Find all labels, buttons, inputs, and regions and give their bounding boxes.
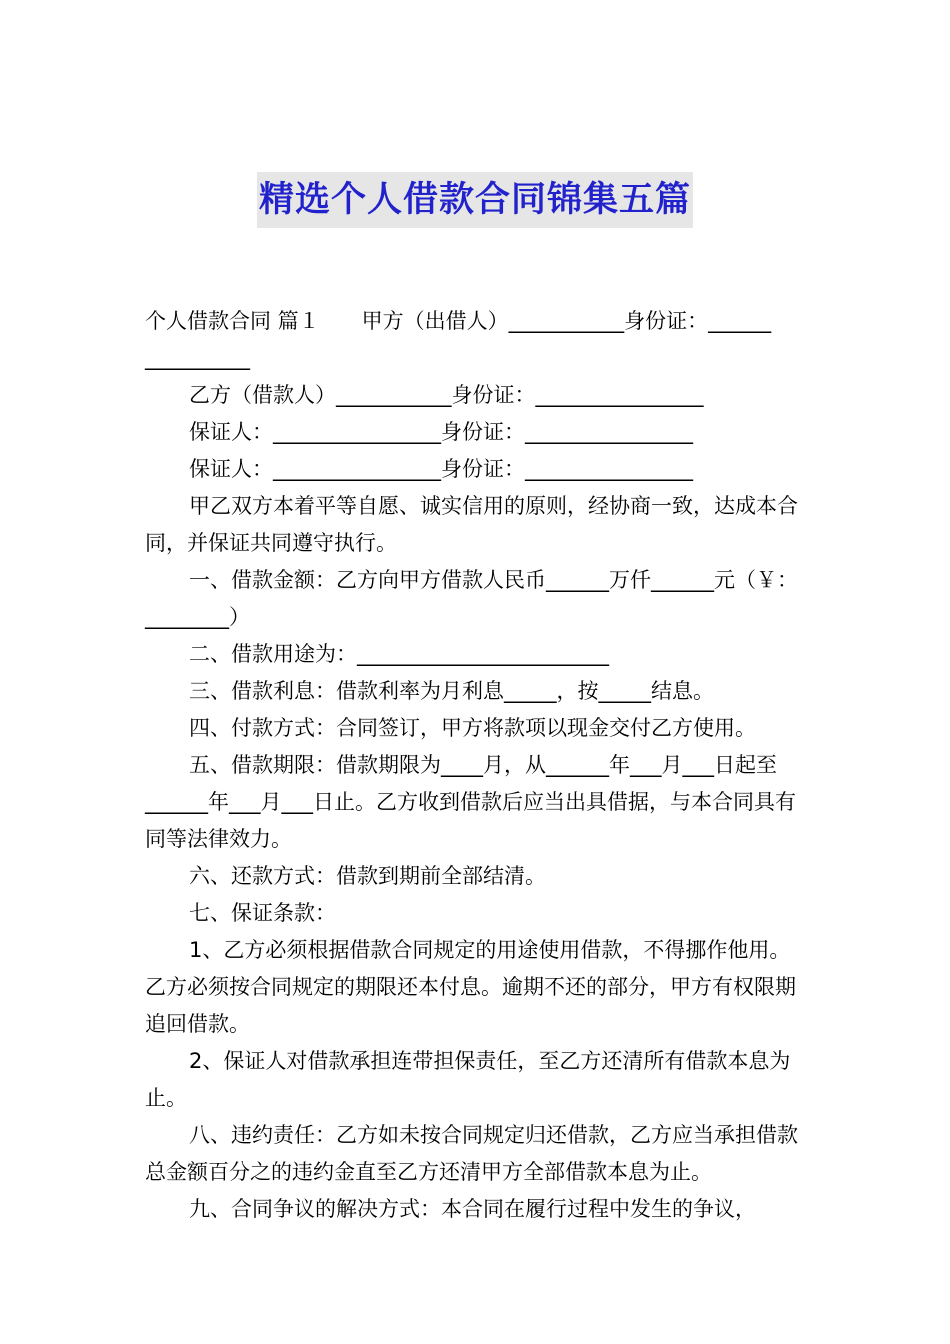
paragraph: 五、借款期限：借款期限为____月，从______年___月___日起至______年___月___日止。乙方收到借款后应当出具借据，与本合同具有同等法律效力。 [145, 753, 796, 851]
paragraph: 一、借款金额：乙方向甲方借款人民币______万仟______元（￥：________） [145, 568, 798, 629]
paragraph: 三、借款利息：借款利率为月利息_____，按_____结息。 [189, 679, 714, 703]
paragraph: 个人借款合同 篇１ 甲方（出借人）___________身份证：______ [145, 309, 772, 333]
paragraph: 乙方（借款人）___________身份证：________________ [189, 383, 704, 407]
paragraph: 八、违约责任：乙方如未按合同规定归还借款，乙方应当承担借款总金额百分之的违约金直至乙方还清甲方全部借款本息为止。 [145, 1123, 798, 1184]
document-title-block [0, 172, 950, 228]
paragraph: 六、还款方式：借款到期前全部结清。 [189, 864, 546, 888]
paragraph: 保证人：________________身份证：________________ [189, 457, 693, 481]
paragraph: 1、乙方必须根据借款合同规定的用途使用借款，不得挪作他用。乙方必须按合同规定的期限还本付息。逾期不还的部分，甲方有权限期追回借款。 [145, 938, 796, 1036]
paragraph: 四、付款方式：合同签订，甲方将款项以现金交付乙方使用。 [189, 716, 756, 740]
document-title: 精选个人借款合同锦集五篇 [257, 172, 693, 228]
paragraph: 甲乙双方本着平等自愿、诚实信用的原则，经协商一致，达成本合同，并保证共同遵守执行。 [145, 494, 798, 555]
paragraph: 七、保证条款： [189, 901, 336, 925]
document-body [145, 303, 810, 1228]
paragraph: 九、合同争议的解决方式：本合同在履行过程中发生的争议， [189, 1197, 756, 1221]
paragraph: __________ [145, 346, 250, 370]
paragraph: 2、保证人对借款承担连带担保责任，至乙方还清所有借款本息为止。 [145, 1049, 791, 1110]
paragraph: 保证人：________________身份证：________________ [189, 420, 693, 444]
paragraph: 二、借款用途为：________________________ [189, 642, 609, 666]
